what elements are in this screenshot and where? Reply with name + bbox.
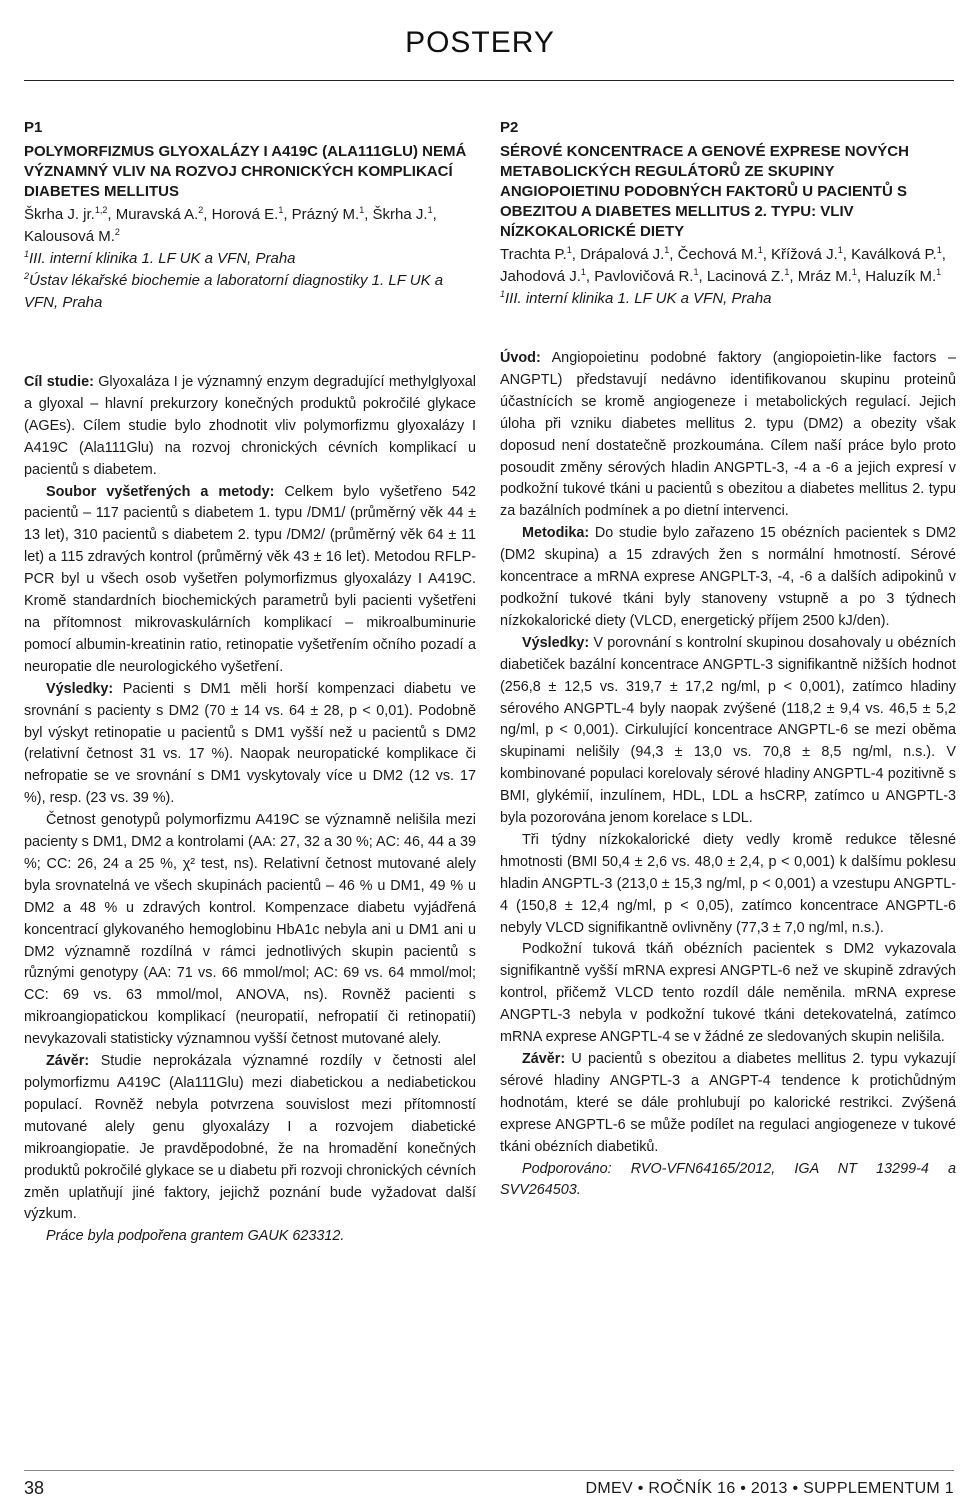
poster-p1-body [24,372,476,1248]
abstract-paragraphs [24,372,476,1226]
poster-p2-header [500,118,956,310]
poster-title: SÉROVÉ KONCENTRACE A GENOVÉ EXPRESE NOVÝCH METABOLICKÝCH REGULÁTORŮ ZE SKUPINY ANGIOPOIETINU PODOBNÝCH FAKTORŮ U PACIENTŮ S OBEZITOU A DIABETES MELLITUS 2. TYPU: VLIV NÍZKOKALORICKÉ DIETY [500,143,909,240]
abstract-paragraph [500,1049,956,1159]
affiliation [24,248,476,270]
section-label: Úvod: [500,350,541,366]
journal-footer: DMEV • ROČNÍK 16 • 2013 • SUPPLEMENTUM 1 [585,1480,954,1497]
author-affil-mark: 1 [837,245,843,255]
section-label: Metodika: [522,525,590,542]
section-label: Výsledky: [46,680,114,697]
paragraph-text: Podkožní tuková tkáň obézních pacientek s DM2 vykazovala signifikantně vyšší mRNA expresi ANGPTL-6 než ve skupině zdravých kontrol, přičemž VLCD tento rozdíl dále neměnila. mRNA exprese ANGPTL-3 nebyla v podkožní tukové tkáni detekovatelná, zatímco mRNA exprese ANGPTL-4 se v žádné ze sledovaných skupin nelišila. [500,941,956,1046]
author-name: Pavlovičová R. [594,268,694,285]
poster-title: POLYMORFIZMUS GLYOXALÁZY I A419C (ALA111GLU) NEMÁ VÝZNAMNÝ VLIV NA ROZVOJ CHRONICKÝCH KOMPLIKACÍ DIABETES MELLITUS [24,143,467,200]
affiliation-list [500,288,956,310]
author-affil-mark: 1 [851,267,857,277]
author-name: Jahodová J. [500,268,581,285]
abstract-paragraph [24,372,476,482]
section-label: Cíl studie: [24,374,94,390]
author-list: Škrha J. jr.$^{1,2}$, Muravská A.$^2$, Horová E.$^1$, Prázný M.$^1$, Škrha J.$^1$, Kalousová M.$^2$ [24,205,437,245]
author-affil-mark: 1 [427,205,433,215]
affil-text: III. interní klinika 1. LF UK a VFN, Praha [29,250,296,267]
author-affil-mark: 1 [693,267,699,277]
page-number: 38 [24,1478,45,1498]
author-name: Kalousová M. [24,228,115,245]
section-title: POSTERY [405,26,555,59]
author-name: Mráz M. [797,268,852,285]
paragraph-text: Angiopoietinu podobné faktory (angiopoietin-like factors – ANGPTL) představují nedávno identifikovanou skupinu proteinů účastnících se kromě angiogeneze i metabolických regulací. Jejich úloha při vzniku diabetes mellitus 2. typu (DM2) a obezity však doposud není dostatečně prozkoumána. Cílem naší práce bylo proto posoudit změny sérových hladin ANGPTL-3, -4 a -6 a jejich expresí v podkožní tukové tkáni u pacientů s obezitou a diabetes mellitus 2. typu za bazálních podmínek a po dietní intervenci. [500,350,956,520]
paragraph-text: Studie neprokázala významné rozdíly v četnosti alel polymorfizmu A419C (Ala111Glu) mezi diabetickou a nediabetickou populací. Rovněž nebyla potvrzena souvislost mezi přítomností mutované alely genu glyoxalázy I a rozvojem diabetické mikroangiopatie. Je pravděpodobné, že na hromadění konečných produktů pokročilé glykace se u diabetu při rozvoji chronických cévních změn uplatňují jiné faktory, jejichž poznání bude vyžadovat další výzkum. [24,1053,476,1223]
grant-note: Podporováno: RVO-VFN64165/2012, IGA NT 13299-4 a SVV264503. [500,1160,956,1199]
footer-divider [24,1470,954,1471]
grant-note: Práce byla podpořena grantem GAUK 623312. [46,1228,345,1245]
affil-text: III. interní klinika 1. LF UK a VFN, Praha [505,290,772,307]
author-affil-mark: 1 [566,245,572,255]
header-divider [24,80,954,81]
section-label: Výsledky: [522,634,590,651]
abstract-paragraph [24,482,476,679]
affiliation [500,288,956,310]
abstract-paragraph [500,830,956,940]
author-affil-mark: 1 [936,267,942,277]
affiliation [24,270,476,314]
author-affil-mark: 1,2 [94,205,108,215]
paragraph-text: Do studie bylo zařazeno 15 obézních pacientek s DM2 (DM2 skupina) a 15 zdravých žen s normální hmotností. Sérové koncentrace a mRNA exprese ANGPLT-3, -4, -6 a dalších adipokinů v podkožní tukové tkáni byly stanoveny vstupně a po 3 týdnech nízkokalorické diety (VLCD, energetický příjem 2500 kJ/den). [500,525,956,629]
abstract-paragraph [500,939,956,1049]
affiliation-list [24,248,476,314]
author-name: Prázný M. [291,206,360,223]
author-name: Haluzík M. [865,268,937,285]
author-affil-mark: 1 [936,245,942,255]
paragraph-text: Glyoxaláza I je významný enzym degradující methylglyoxal a glyoxal – hlavní prekurzory konečných produktů pokročilé glykace (AGEs). Cílem studie bylo zhodnotit vliv polymorfizmu glyoxalázy I A419C (Ala111Glu) na rozvoj chronických cévních komplikací u pacientů s diabetem. [24,374,476,478]
author-name: Trachta P. [500,246,567,263]
poster-id: P2 [500,119,519,136]
abstract-paragraph [500,348,956,523]
affil-mark: 1 [24,249,30,259]
author-name: Křížová J. [771,246,838,263]
affil-mark: 2 [24,271,30,281]
abstract-paragraph [500,633,956,830]
poster-p1-header [24,118,476,314]
author-name: Čechová M. [677,246,758,263]
section-label: Závěr: [522,1051,566,1067]
author-affil-mark: 1 [664,245,670,255]
author-name: Drápalová J. [580,246,665,263]
abstract-paragraph [24,810,476,1051]
abstract-paragraph [24,679,476,810]
author-affil-mark: 1 [757,245,763,255]
affil-text: Ústav lékařské biochemie a laboratorní diagnostiky 1. LF UK a VFN, Praha [24,272,444,311]
abstract-paragraphs [500,348,956,1159]
author-affil-mark: 1 [580,267,586,277]
author-affil-mark: 2 [114,227,120,237]
author-name: Kaválková P. [851,246,937,263]
author-name: Lacinová Z. [706,268,785,285]
poster-p2-body [500,348,956,1202]
author-affil-mark: 2 [198,205,204,215]
author-affil-mark: 1 [784,267,790,277]
author-name: Škrha J. jr. [24,206,95,223]
abstract-paragraph [24,1051,476,1226]
paragraph-text: Pacienti s DM1 měli horší kompenzaci diabetu ve srovnání s pacienty s DM2 (70 ± 14 vs. 64 ± 28, p < 0,01). Podobně byl výskyt retinopatie u pacientů s DM1 vyšší než u pacientů s DM2 (relativní četnost 31 vs. 17 %). Naopak neuropatické komplikace či nefropatie se ve srovnání s DM1 vyskytovaly více u DM2 (12 vs. 17 %), resp. (23 vs. 39 %). [24,680,476,807]
author-list: Trachta P.$^1$, Drápalová J.$^1$, Čechová M.$^1$, Křížová J.$^1$, Kaválková P.$^1$, Jahodová J.$^1$, Pavlovičová R.$^1$, Lacinová Z.$^1$, Mráz M.$^1$, Haluzík M.$^1$ [500,245,946,285]
author-name: Škrha J. [372,206,428,223]
paragraph-text: Četnost genotypů polymorfizmu A419C se významně nelišila mezi pacienty s DM1, DM2 a kontrolami (AA: 27, 32 a 30 %; AC: 46, 44 a 39 %; CC: 26, 24 a 25 %, χ² test, ns). Relativní četnost mutované alely byla srovnatelná ve všech skupinách pacientů – 46 % u DM1, 49 % u DM2 a 48 % u zdravých kontrol. Kompenzace diabetu vyjádřená koncentrací glykovaného hemoglobinu HbA1c nebyla ani u DM1 ani u DM2 významně rozdílná v rámci jednotlivých skupin pacientů s různými genotypy (AA: 71 vs. 66 mmol/mol; AC: 69 vs. 64 mmol/mol; CC: 69 vs. 63 mmol/mol, ANOVA, ns). Rovněž pacienti s mikroangiopatickou komplikací (neuropatií, nefropatií či retinopatií) nevykazovali statisticky významnou vyšší četnost mutované alely. [24,812,476,1048]
paragraph-text: V porovnání s kontrolní skupinou dosahovaly u obézních diabetiček bazální koncentrace ANGPTL-3 signifikantně nižších hodnot (256,8 ± 12,5 vs. 319,7 ± 17,2 ng/ml, p < 0,001), zatímco hladiny sérového ANGPTL-4 byly naopak zvýšené (118,2 ± 9,4 vs. 46,5 ± 5,2 ng/ml, p < 0,001). Cirkulující koncentrace ANGPTL-6 se mezi oběma skupinami nelišily (94,3 ± 13,0 vs. 70,8 ± 8,5 ng/ml, n.s.). V kombinované populaci korelovaly sérové hladiny ANGPTL-4 pozitivně s BMI, glykémií, inzulínem, HDL, LDL a hsCRP, zatímco u ANGPTL-3 byla pozorována jenom korelace s LDL. [500,634,956,827]
author-affil-mark: 1 [278,205,284,215]
paragraph-text: U pacientů s obezitou a diabetes mellitus 2. typu vykazují sérové hladiny ANGPTL-3 a ANGPT-4 tendence k protichůdným hodnotám, které se dále prohlubují po kalorické restrikci. Zvýšená exprese ANGPTL-6 se může podílet na regulaci angiogeneze v tukové tkáni obézních diabetiků. [500,1051,956,1155]
author-name: Horová E. [211,206,279,223]
paragraph-text: Tři týdny nízkokalorické diety vedly kromě redukce tělesné hmotnosti (BMI 50,4 ± 2,6 vs. 48,0 ± 2,4, p < 0,001) k dalšímu poklesu hladin ANGPTL-3 (213,0 ± 15,3 ng/ml, p < 0,001) a vzestupu ANGPTL-4 (150,8 ± 12,4 ng/ml, p < 0,05), zatímco koncentrace ANGPTL-6 nebyly VLCD signifikantně ovlivněny (77,3 ± 7,0 ng/ml, n.s.). [500,831,956,936]
author-affil-mark: 1 [359,205,365,215]
section-label: Soubor vyšetřených a metody: [46,483,275,500]
section-label: Závěr: [46,1053,90,1070]
abstract-paragraph [500,523,956,633]
author-name: Muravská A. [115,206,199,223]
poster-id: P1 [24,119,43,136]
paragraph-text: Celkem bylo vyšetřeno 542 pacientů – 117 pacientů s diabetem 1. typu /DM1/ (průměrný věk 44 ± 13 let), 310 pacientů s diabetem 2. typu /DM2/ (průměrný věk 64 ± 11 let) a 115 zdravých kontrol (průměrný věk 43 ± 16 let). Metodou RFLP-PCR byl u všech osob vyšetřen polymorfizmus glyoxalázy I A419C. Kromě standardních biochemických parametrů byli pacienti vyšetřeni na přítomnost mikrovaskulárních komplikací – mikroalbuminurie pomocí albumin-kreatinin ratio, retinopatie vyšetřením očního pozadí a neuropatie dle neurologického vyšetření. [24,483,476,675]
affil-mark: 1 [500,289,506,299]
